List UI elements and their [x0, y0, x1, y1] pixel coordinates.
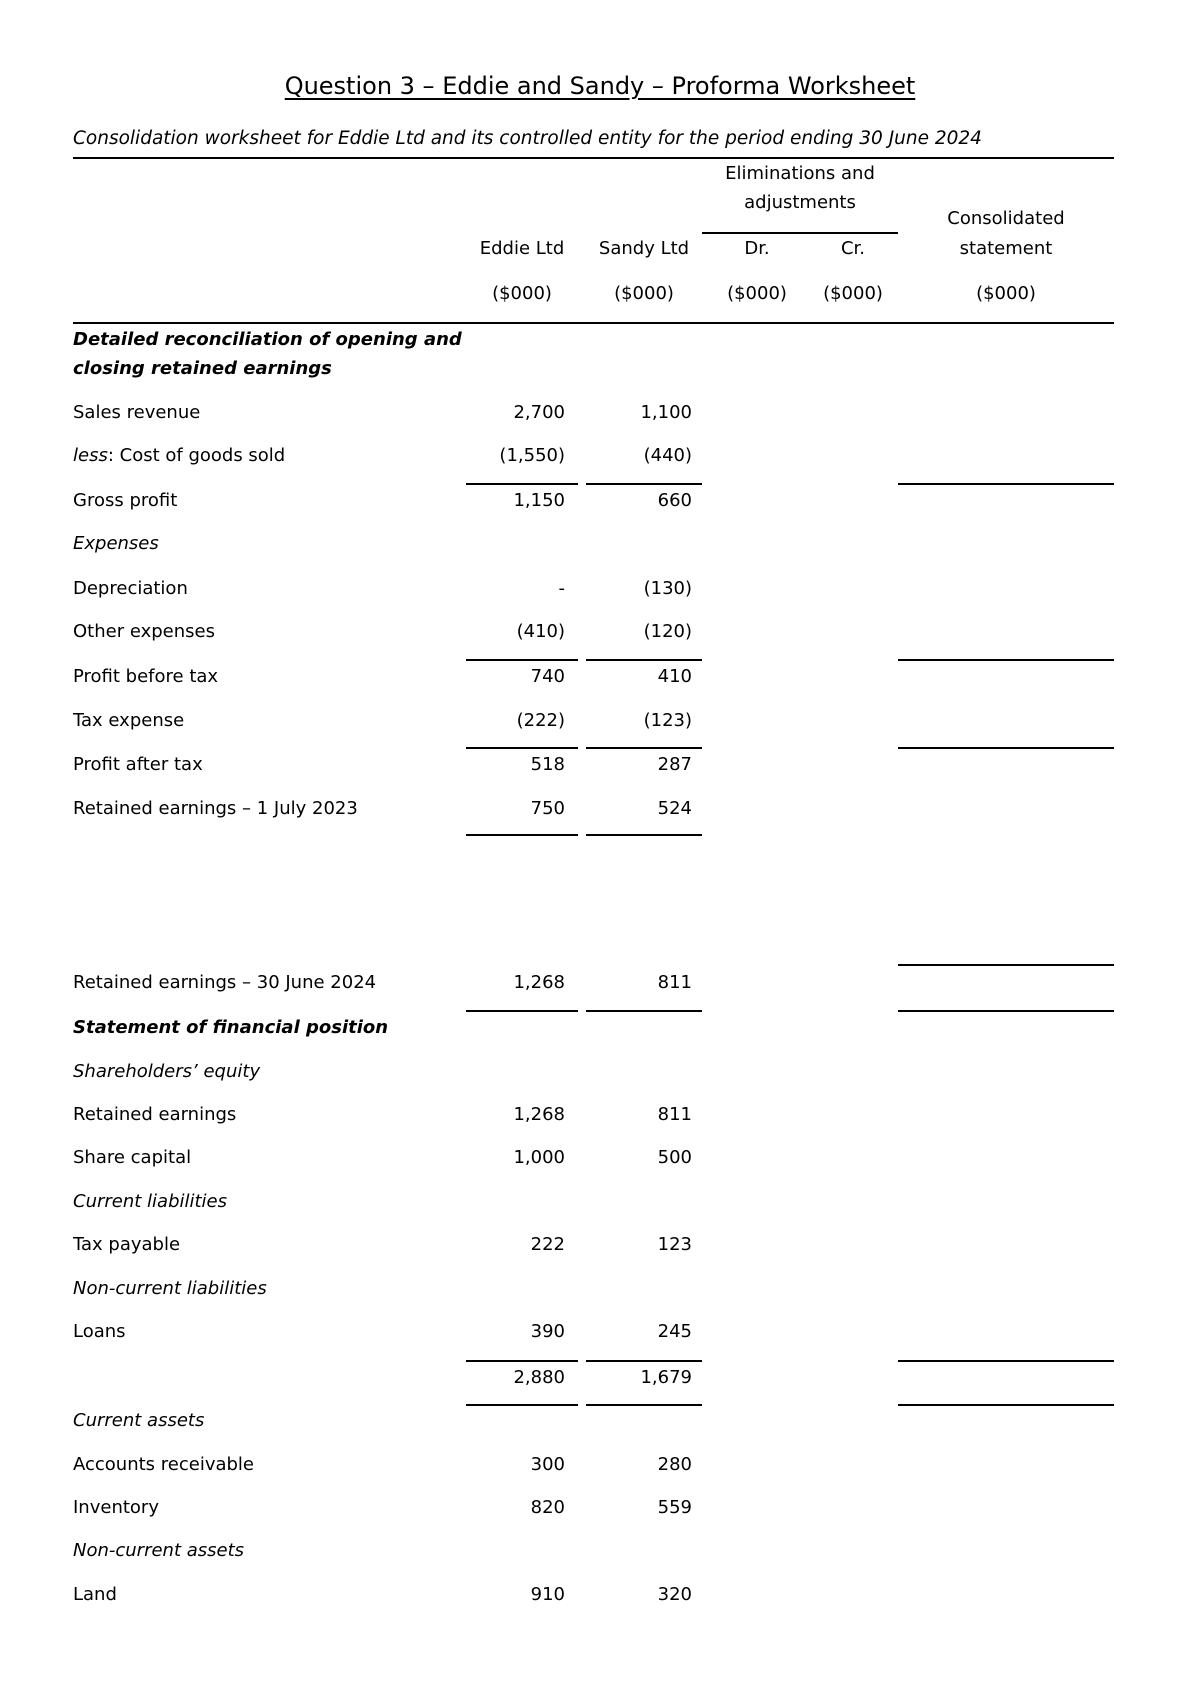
section-heading-line2: closing retained earnings [73, 358, 332, 379]
row-label: Tax payable [73, 1234, 181, 1255]
table-row [0, 1057, 1200, 1087]
table-row [0, 1450, 1200, 1480]
row-label-text: : Cost of goods sold [107, 445, 286, 466]
row-label: Profit after tax [73, 754, 203, 775]
row-label: Depreciation [73, 578, 188, 599]
row-label: Current liabilities [73, 1191, 228, 1212]
table-row [0, 968, 1200, 998]
table-row [0, 706, 1200, 736]
eddie-value: (222) [516, 710, 565, 731]
sandy-value: 811 [657, 1104, 692, 1125]
sandy-value: 660 [657, 490, 692, 511]
row-label: Share capital [73, 1147, 192, 1168]
page-title: Question 3 – Eddie and Sandy – Proforma Worksheet [284, 72, 916, 100]
consolidated-header-line1: Consolidated [947, 208, 1065, 229]
eddie-value: 740 [530, 666, 565, 687]
table-row [0, 617, 1200, 647]
subtotal-rule [898, 747, 1114, 749]
eddie-value: 390 [530, 1321, 565, 1342]
subtotal-rule [466, 747, 578, 749]
table-row [0, 1317, 1200, 1347]
sandy-value: (440) [643, 445, 692, 466]
eliminations-header-line2: adjustments [744, 192, 856, 213]
row-label: Retained earnings – 1 July 2023 [73, 798, 358, 819]
eddie-value: 750 [530, 798, 565, 819]
row-label: Non-current assets [73, 1540, 245, 1561]
sandy-value: 1,679 [640, 1367, 692, 1388]
table-row-total [0, 1363, 1200, 1393]
total-rule [898, 1010, 1114, 1012]
sandy-unit: ($000) [614, 283, 674, 304]
table-row [0, 1230, 1200, 1260]
row-label: Loans [73, 1321, 126, 1342]
row-label: Accounts receivable [73, 1454, 255, 1475]
subtotal-rule [466, 483, 578, 485]
dr-column-header: Dr. [744, 238, 770, 259]
eddie-value: (410) [516, 621, 565, 642]
subtotal-rule [466, 659, 578, 661]
eddie-unit: ($000) [492, 283, 552, 304]
subtotal-rule [898, 483, 1114, 485]
sandy-value: 320 [657, 1584, 692, 1605]
sandy-value: 410 [657, 666, 692, 687]
eddie-value: 222 [530, 1234, 565, 1255]
dr-unit: ($000) [727, 283, 787, 304]
eddie-value: 2,880 [513, 1367, 565, 1388]
section-heading-reconciliation-2 [0, 354, 1200, 384]
row-label: Land [73, 1584, 117, 1605]
eddie-value: 1,000 [513, 1147, 565, 1168]
table-row [0, 1580, 1200, 1610]
eddie-value: 2,700 [513, 402, 565, 423]
row-label: Profit before tax [73, 666, 219, 687]
eddie-value: 1,150 [513, 490, 565, 511]
table-row [0, 1187, 1200, 1217]
sandy-value: 123 [657, 1234, 692, 1255]
eddie-column-header: Eddie Ltd [479, 238, 565, 259]
consolidated-header-line2: statement [959, 238, 1053, 259]
table-row [0, 662, 1200, 692]
total-rule [466, 1010, 578, 1012]
subtotal-rule [466, 834, 578, 836]
row-label: Current assets [73, 1410, 205, 1431]
subtotal-rule [586, 747, 702, 749]
eddie-value: 1,268 [513, 972, 565, 993]
row-label: Sales revenue [73, 402, 201, 423]
row-label: Other expenses [73, 621, 215, 642]
sandy-value: 811 [657, 972, 692, 993]
subtotal-rule [586, 483, 702, 485]
sandy-value: 280 [657, 1454, 692, 1475]
row-label: Inventory [73, 1497, 159, 1518]
table-row [0, 1274, 1200, 1304]
consolidated-unit: ($000) [976, 283, 1036, 304]
row-label [73, 441, 285, 471]
table-row [0, 574, 1200, 604]
total-rule [586, 1010, 702, 1012]
header-bottom-rule [73, 322, 1114, 324]
sandy-value: 524 [657, 798, 692, 819]
subtotal-rule [586, 659, 702, 661]
sandy-value: (130) [643, 578, 692, 599]
table-row [0, 398, 1200, 428]
table-row [0, 1493, 1200, 1523]
eddie-value: 300 [530, 1454, 565, 1475]
sandy-value: 500 [657, 1147, 692, 1168]
section-heading-reconciliation [0, 325, 1200, 355]
subtotal-rule [898, 1360, 1114, 1362]
eddie-value: 1,268 [513, 1104, 565, 1125]
table-row [0, 441, 1200, 471]
table-row [0, 750, 1200, 780]
subtotal-rule [898, 659, 1114, 661]
eddie-value: - [558, 578, 565, 599]
row-label: Retained earnings [73, 1104, 237, 1125]
row-label: Non-current liabilities [73, 1278, 267, 1299]
subtotal-rule [466, 1360, 578, 1362]
eliminations-header-line1: Eliminations and [725, 163, 875, 184]
table-row [0, 486, 1200, 516]
table-row [0, 529, 1200, 559]
eddie-value: 518 [530, 754, 565, 775]
section-heading-line1: Detailed reconciliation of opening and [73, 329, 462, 350]
eddie-value: 910 [530, 1584, 565, 1605]
row-label-prefix: less [73, 445, 108, 466]
sandy-value: 245 [657, 1321, 692, 1342]
subtotal-rule [586, 1360, 702, 1362]
cr-column-header: Cr. [840, 238, 866, 259]
worksheet-subtitle: Consolidation worksheet for Eddie Ltd and its controlled entity for the period ending 30 June 2024 [73, 128, 982, 149]
subtotal-rule [586, 834, 702, 836]
table-row [0, 1100, 1200, 1130]
subtotal-rule [898, 964, 1114, 966]
eliminations-header-rule [702, 232, 898, 234]
row-label: Tax expense [73, 710, 185, 731]
sandy-value: 559 [657, 1497, 692, 1518]
row-label: Retained earnings – 30 June 2024 [73, 972, 377, 993]
table-row [0, 794, 1200, 824]
cr-unit: ($000) [823, 283, 883, 304]
header-top-rule [73, 157, 1114, 159]
sandy-column-header: Sandy Ltd [598, 238, 690, 259]
sandy-value: (120) [643, 621, 692, 642]
sandy-value: (123) [643, 710, 692, 731]
table-row [0, 1143, 1200, 1173]
table-row [0, 1536, 1200, 1566]
eddie-value: 820 [530, 1497, 565, 1518]
row-label: Gross profit [73, 490, 178, 511]
section-heading-label: Statement of financial position [73, 1017, 389, 1038]
row-label: Expenses [73, 533, 159, 554]
row-label: Shareholders’ equity [73, 1061, 261, 1082]
sandy-value: 287 [657, 754, 692, 775]
eddie-value: (1,550) [499, 445, 565, 466]
table-row [0, 1406, 1200, 1436]
sandy-value: 1,100 [640, 402, 692, 423]
section-heading-financial-position [0, 1013, 1200, 1043]
